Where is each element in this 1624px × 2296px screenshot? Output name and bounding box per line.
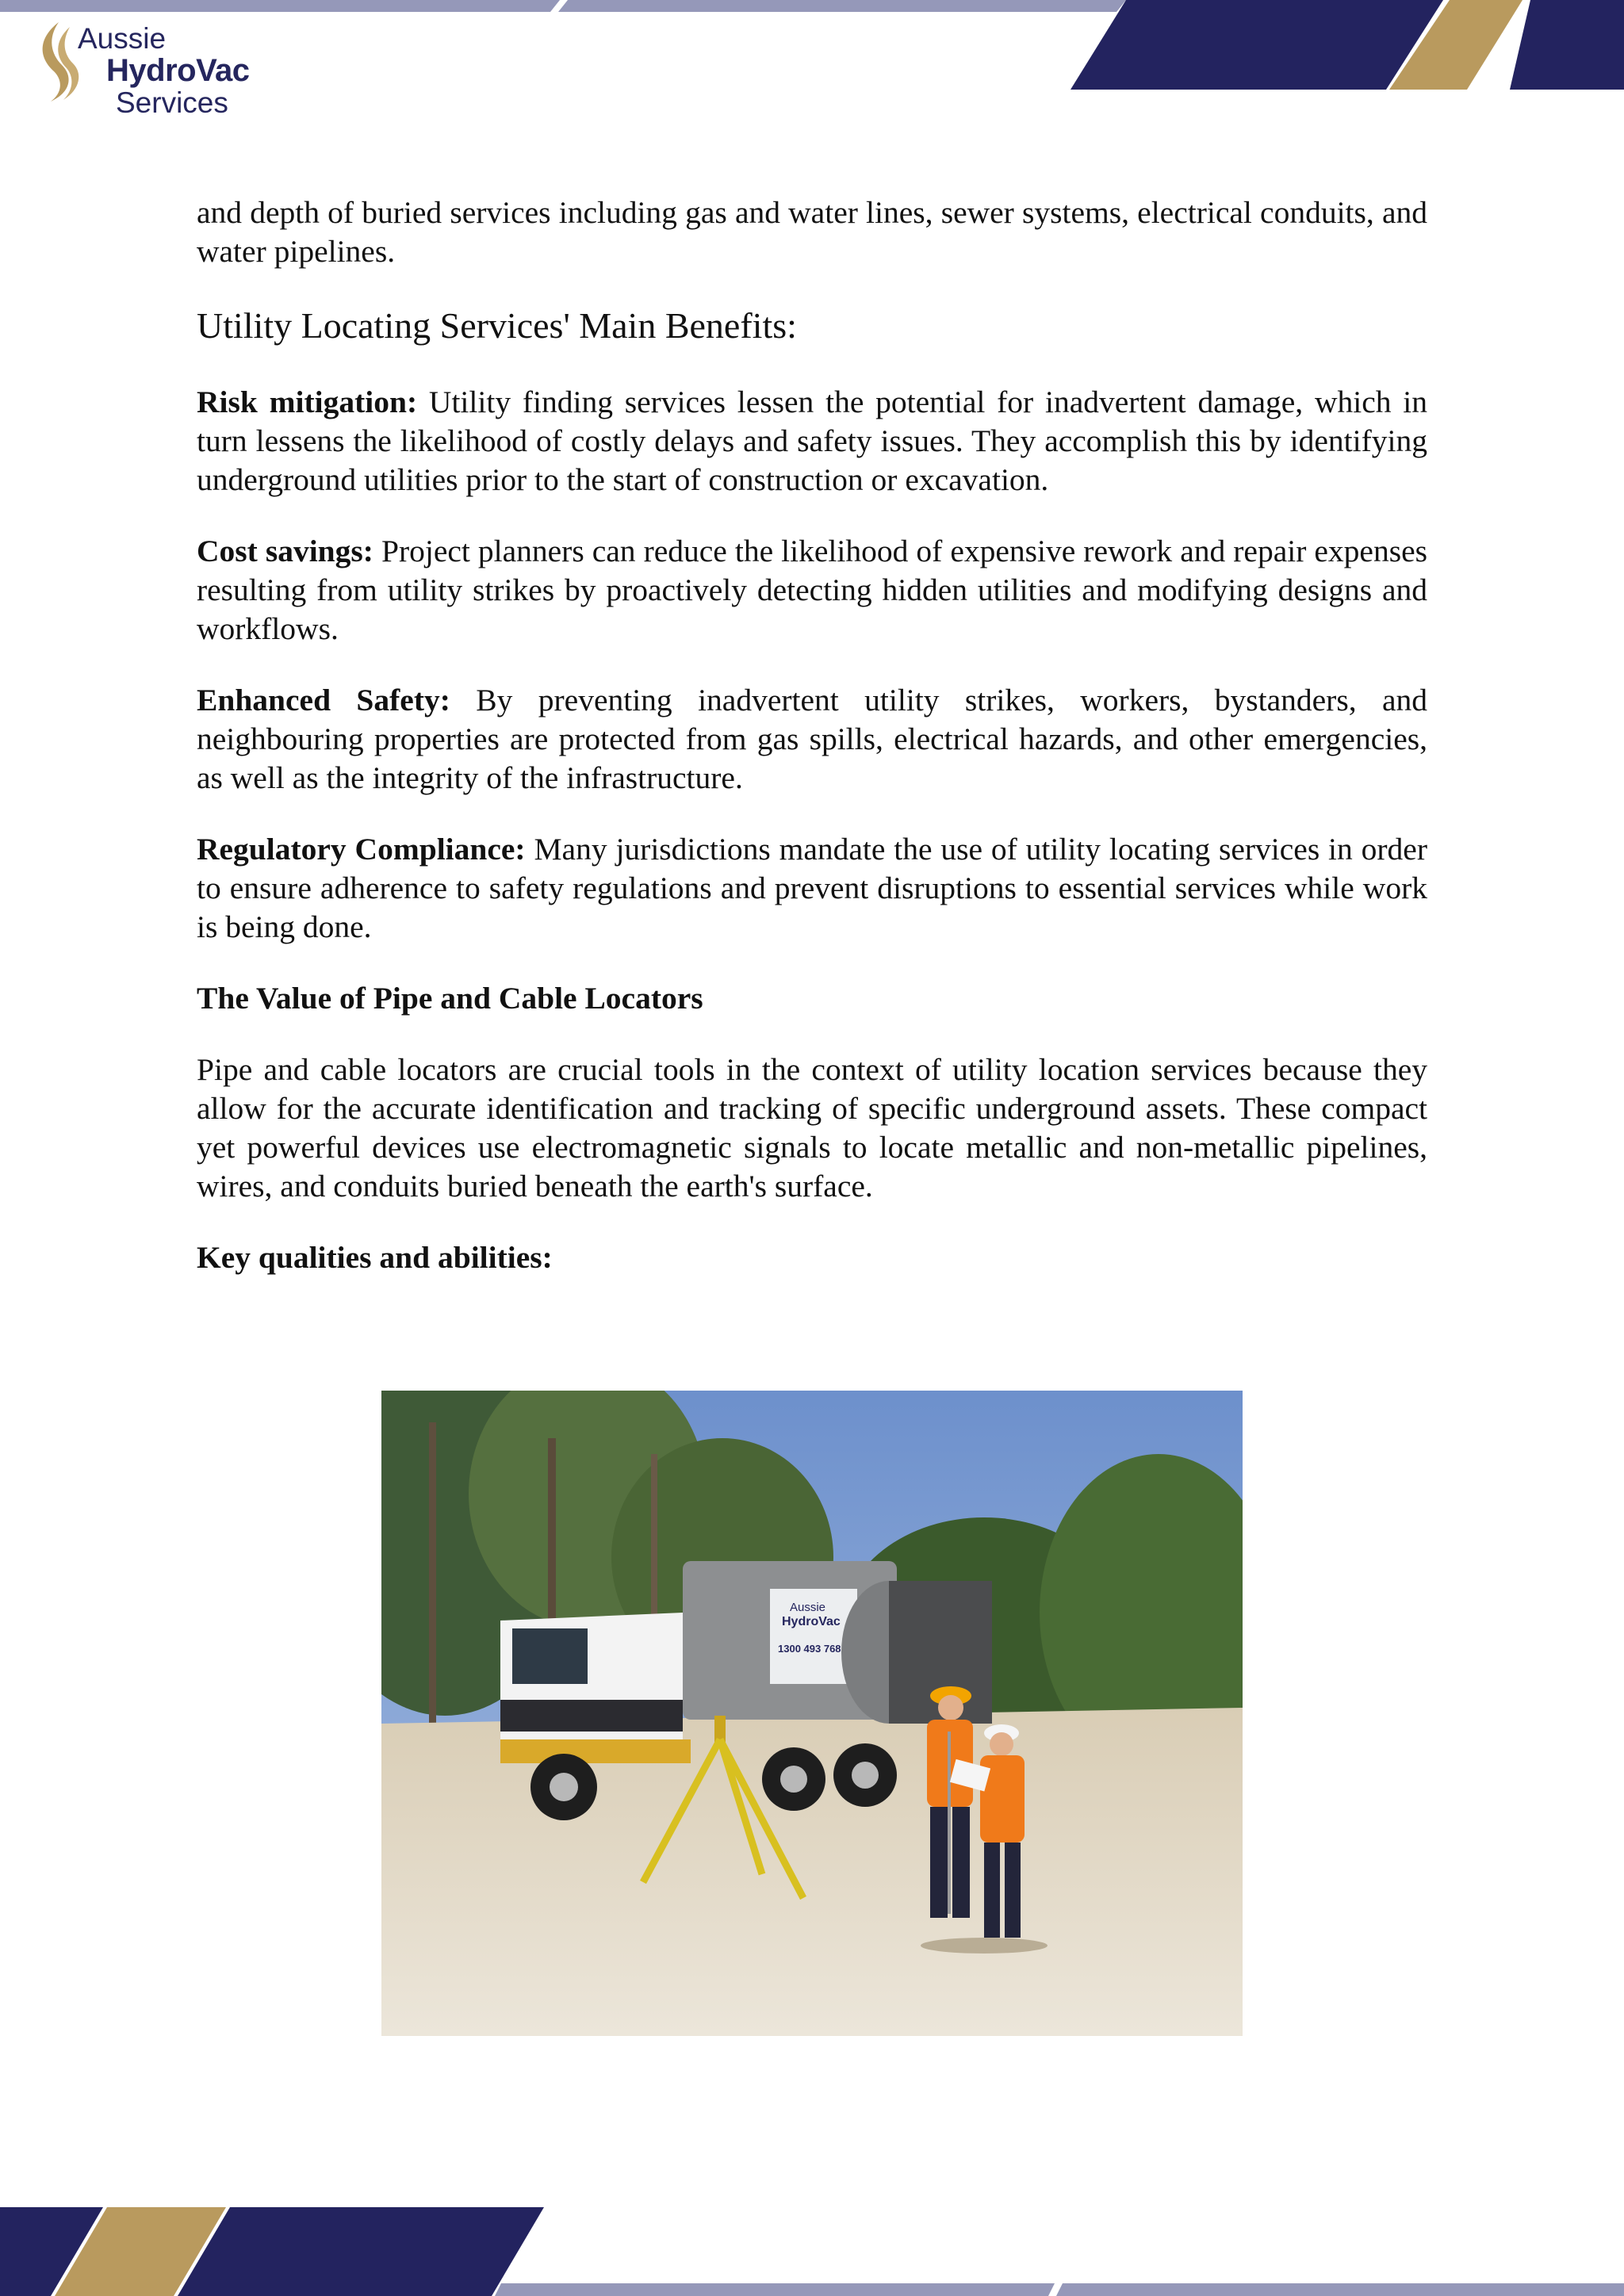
logo-swoosh-icon	[35, 21, 82, 103]
benefit-title: Risk mitigation:	[197, 385, 418, 419]
logo-text-hydrovac: HydroVac	[106, 53, 250, 88]
benefit-title: Regulatory Compliance:	[197, 832, 526, 867]
truck-phone: 1300 493 768	[778, 1643, 841, 1655]
benefit-text: By preventing inadvertent utility strikes, workers, bystanders, and neighbouring properties are protected from gas spills, electrical hazards, and other emergencies, as well as the integrity of the infrastructure.	[197, 683, 1428, 795]
benefit-paragraph-compliance	[197, 830, 1427, 947]
qualities-heading: Key qualities and abilities:	[197, 1240, 553, 1275]
locators-heading: The Value of Pipe and Cable Locators	[197, 981, 703, 1016]
document-body	[197, 193, 1427, 1310]
benefit-title: Enhanced Safety:	[197, 683, 450, 718]
benefits-heading: Utility Locating Services' Main Benefits:	[197, 305, 797, 346]
benefit-text: Utility finding services lessen the potential for inadvertent damage, which in turn lessens the likelihood of costly delays and safety issues. They accomplish this by identifying underground utilities prior to the start of construction or excavation.	[197, 385, 1427, 497]
locators-paragraph: Pipe and cable locators are crucial tools in the context of utility location services because they allow for the accurate identification and tracking of specific underground assets. These compact yet powerful devices use electromagnetic signals to locate metallic and non-metallic pipelines, wires, and conduits buried beneath the earth's surface.	[197, 1052, 1427, 1203]
benefit-text: Many jurisdictions mandate the use of utility locating services in order to ensure adherence to safety regulations and prevent disruptions to essential services while work is being done.	[197, 832, 1427, 944]
intro-paragraph: and depth of buried services including gas and water lines, sewer systems, electrical conduits, and water pipelines.	[197, 195, 1427, 269]
truck-brand-line1: Aussie	[790, 1601, 826, 1614]
logo-text-aussie: Aussie	[78, 22, 167, 55]
benefit-text: Project planners can reduce the likelihood of expensive rework and repair expenses resulting from utility strikes by proactively detecting hidden utilities and modifying designs and workflows.	[197, 534, 1427, 646]
benefit-paragraph-risk	[197, 383, 1427, 499]
company-logo	[35, 19, 250, 119]
benefit-paragraph-safety	[197, 681, 1427, 798]
benefit-title: Cost savings:	[197, 534, 373, 568]
logo-text-services: Services	[116, 86, 228, 119]
benefit-paragraph-cost	[197, 532, 1427, 649]
truck-brand-line2: HydroVac	[782, 1615, 841, 1628]
truck-survey-photo	[381, 1391, 1243, 2036]
